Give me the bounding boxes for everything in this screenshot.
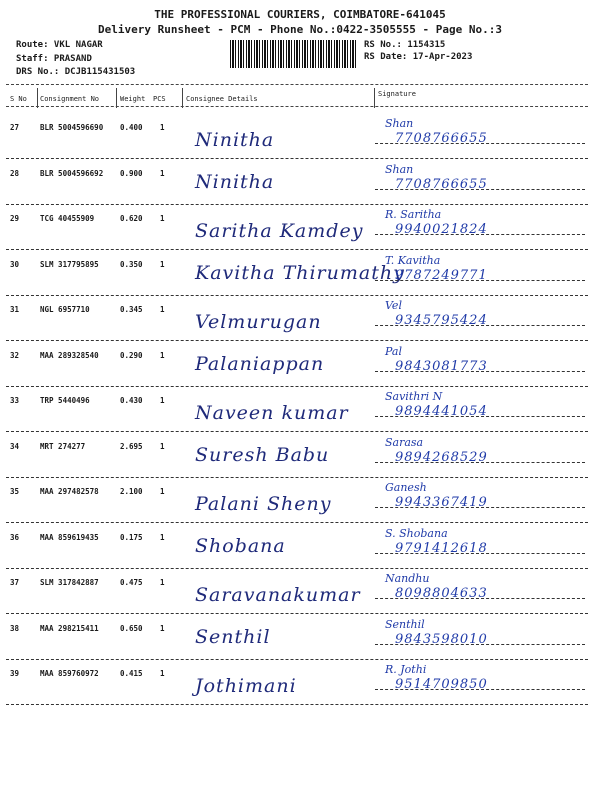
sno-cell: 39 — [10, 669, 20, 678]
signature-phone: 9843081773 — [395, 358, 488, 374]
route-label: Route: VKL NAGAR — [16, 40, 103, 50]
sno-cell: 29 — [10, 214, 20, 223]
row-rule — [6, 340, 588, 341]
pcs-cell: 1 — [160, 623, 165, 633]
signature-rule — [375, 189, 585, 190]
signature-name: Vel — [385, 299, 402, 312]
pcs-cell: 1 — [160, 396, 165, 405]
sno-cell: 36 — [10, 532, 20, 542]
col-sno: S No — [10, 95, 27, 103]
barcode — [230, 40, 358, 68]
consignee-handwriting: Jothimani — [195, 675, 297, 697]
signature-rule — [375, 371, 585, 372]
row-rule — [6, 522, 588, 523]
weight-cell: 0.345 — [120, 305, 143, 314]
consignee-handwriting: Saritha Kamdey — [195, 220, 364, 242]
table-row — [0, 479, 600, 524]
pcs-cell: 1 — [160, 259, 165, 269]
signature-phone: 7708766655 — [395, 176, 488, 192]
consignee-handwriting: Saravanakumar — [195, 584, 361, 606]
weight-cell: 0.350 — [120, 259, 143, 269]
pcs-cell: 1 — [160, 305, 165, 314]
col-weight: Weight — [120, 95, 146, 103]
consignment-cell: TCG 40455909 — [40, 214, 95, 223]
pcs-cell: 1 — [160, 350, 165, 360]
pcs-cell: 1 — [160, 214, 165, 223]
signature-phone: 9894268529 — [395, 449, 488, 465]
signature-name: Ganesh — [385, 481, 427, 494]
col-consignment: Consignment No — [40, 95, 100, 103]
col-consignee: Consignee Details — [186, 95, 258, 103]
weight-cell: 0.415 — [120, 669, 143, 678]
signature-name: R. Saritha — [385, 208, 442, 221]
sno-cell: 34 — [10, 441, 20, 451]
signature-rule — [375, 325, 585, 326]
runsheet-title: Delivery Runsheet - PCM - Phone No.:0422-3505555 - Page No.:3 — [98, 23, 502, 36]
pcs-cell: 1 — [160, 532, 165, 542]
table-row — [0, 388, 600, 433]
row-rule — [6, 386, 588, 387]
consignment-cell: SLM 317842887 — [40, 578, 99, 587]
col-pcs: PCS — [153, 95, 166, 103]
consignee-handwriting: Palaniappan — [195, 352, 325, 375]
consignment-cell: SLM 317795895 — [40, 259, 99, 269]
sno-cell: 35 — [10, 487, 20, 496]
signature-rule — [375, 462, 585, 463]
staff-label: Staff: PRASAND — [16, 54, 92, 64]
row-rule — [6, 659, 588, 660]
columns-rule — [6, 106, 588, 107]
table-row — [0, 252, 600, 297]
signature-name: Sarasa — [385, 435, 424, 449]
signature-phone: 9791412618 — [395, 540, 488, 556]
consignee-handwriting: Ninitha — [195, 170, 275, 193]
table-row — [0, 297, 600, 342]
row-rule — [6, 158, 588, 159]
weight-cell: 0.620 — [120, 214, 143, 223]
col-signature: Signature — [378, 90, 416, 98]
sno-cell: 27 — [10, 123, 20, 132]
signature-rule — [375, 280, 585, 281]
signature-rule — [375, 553, 585, 554]
consignment-cell: MAA 298215411 — [40, 623, 99, 633]
sno-cell: 38 — [10, 623, 20, 633]
consignee-handwriting: Velmurugan — [195, 311, 322, 333]
col-divider — [116, 88, 117, 108]
signature-name: Shan — [385, 162, 414, 176]
weight-cell: 0.430 — [120, 396, 143, 405]
sno-cell: 30 — [10, 259, 20, 269]
col-divider — [374, 88, 375, 108]
signature-phone: 9787249771 — [395, 267, 488, 283]
consignment-cell: NGL 6957710 — [40, 305, 90, 314]
weight-cell: 0.400 — [120, 123, 143, 132]
signature-rule — [375, 234, 585, 235]
signature-phone: 9943367419 — [395, 495, 488, 510]
pcs-cell: 1 — [160, 441, 165, 451]
row-rule — [6, 204, 588, 205]
signature-phone: 9894441054 — [395, 404, 488, 419]
table-row — [0, 661, 600, 706]
consignment-cell: MAA 289328540 — [40, 350, 99, 360]
signature-rule — [375, 507, 585, 508]
signature-phone: 9843598010 — [395, 631, 488, 647]
consignee-handwriting: Naveen kumar — [195, 402, 349, 424]
signature-phone: 7708766655 — [395, 131, 488, 146]
row-rule — [6, 431, 588, 432]
pcs-cell: 1 — [160, 123, 165, 132]
weight-cell: 2.695 — [120, 441, 143, 451]
sno-cell: 37 — [10, 578, 20, 587]
signature-rule — [375, 644, 585, 645]
consignee-handwriting: Kavitha Thirumathy — [195, 261, 405, 284]
pcs-cell: 1 — [160, 487, 165, 496]
table-row — [0, 525, 600, 570]
signature-rule — [375, 689, 585, 690]
row-rule — [6, 568, 588, 569]
weight-cell: 0.475 — [120, 578, 143, 587]
table-row — [0, 206, 600, 251]
row-rule — [6, 477, 588, 478]
pcs-cell: 1 — [160, 578, 165, 587]
col-divider — [37, 88, 38, 108]
row-rule — [6, 249, 588, 250]
consignee-handwriting: Suresh Babu — [195, 443, 330, 466]
row-rule — [6, 295, 588, 296]
row-rule — [6, 704, 588, 705]
sno-cell: 31 — [10, 305, 20, 314]
table-row — [0, 616, 600, 661]
consignee-handwriting: Shobana — [195, 534, 286, 557]
consignee-handwriting: Palani Sheny — [195, 493, 332, 515]
table-row — [0, 161, 600, 206]
rs-number: RS No.: 1154315 — [364, 40, 446, 50]
consignee-handwriting: Ninitha — [195, 129, 275, 151]
table-row — [0, 434, 600, 479]
company-title: THE PROFESSIONAL COURIERS, COIMBATORE-641045 — [154, 8, 446, 21]
pcs-cell: 1 — [160, 669, 165, 678]
drs-label: DRS No.: DCJB115431503 — [16, 67, 136, 77]
signature-name: Senthil — [385, 617, 425, 631]
consignment-cell: MAA 859619435 — [40, 532, 99, 542]
rs-date: RS Date: 17-Apr-2023 — [364, 52, 473, 62]
weight-cell: 2.100 — [120, 487, 143, 496]
consignment-cell: BLR 5004596692 — [40, 168, 104, 178]
sno-cell: 32 — [10, 350, 20, 360]
signature-name: R. Jothi — [385, 663, 427, 676]
pcs-cell: 1 — [160, 168, 165, 178]
signature-rule — [375, 598, 585, 599]
signature-name: Shan — [385, 117, 414, 130]
consignment-cell: MRT 274277 — [40, 441, 86, 451]
signature-name: Nandhu — [385, 572, 430, 585]
consignment-cell: BLR 5004596690 — [40, 123, 104, 132]
consignment-cell: MAA 859760972 — [40, 669, 99, 678]
sno-cell: 33 — [10, 396, 20, 405]
header-rule — [6, 84, 588, 85]
signature-rule — [375, 416, 585, 417]
weight-cell: 0.650 — [120, 623, 143, 633]
signature-phone: 9345795424 — [395, 313, 488, 328]
consignment-cell: MAA 297482578 — [40, 487, 99, 496]
signature-name: S. Shobana — [385, 526, 448, 540]
weight-cell: 0.290 — [120, 350, 143, 360]
table-row — [0, 570, 600, 615]
signature-name: Savithri N — [385, 390, 443, 403]
signature-rule — [375, 143, 585, 144]
table-row — [0, 343, 600, 388]
consignment-cell: TRP 5440496 — [40, 396, 90, 405]
signature-phone: 9514709850 — [395, 677, 488, 692]
weight-cell: 0.175 — [120, 532, 143, 542]
signature-phone: 9940021824 — [395, 222, 488, 237]
consignee-handwriting: Senthil — [195, 625, 271, 648]
signature-name: T. Kavitha — [385, 253, 441, 267]
signature-phone: 8098804633 — [395, 586, 488, 601]
col-divider — [182, 88, 183, 108]
weight-cell: 0.900 — [120, 168, 143, 178]
table-row — [0, 115, 600, 160]
signature-name: Pal — [385, 344, 402, 358]
sno-cell: 28 — [10, 168, 20, 178]
row-rule — [6, 613, 588, 614]
